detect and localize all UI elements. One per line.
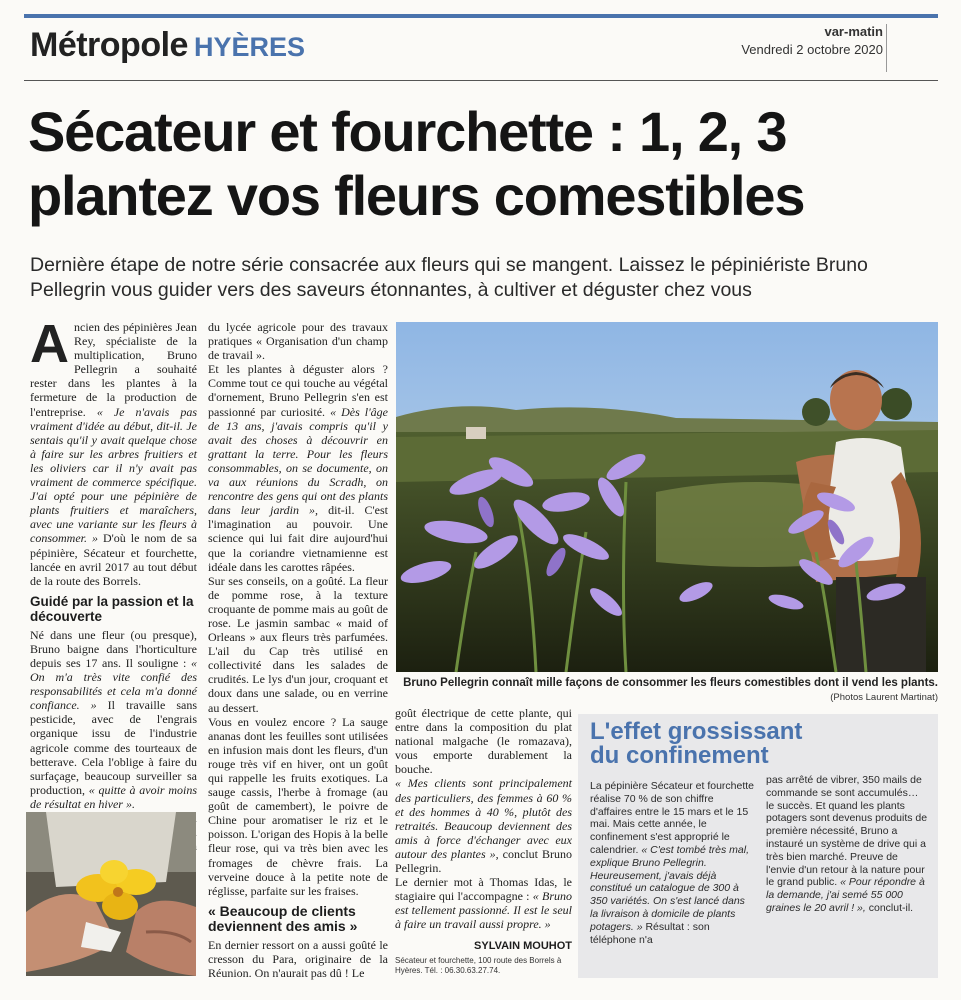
- paragraph: En dernier ressort on a aussi goûté le cresson du Para, originaire de la Réunion. On n'aurait pas dû ! Le: [208, 937, 388, 981]
- byline: SYLVAIN MOUHOT: [474, 940, 572, 952]
- business-address: Sécateur et fourchette, 100 route des Borrels à Hyères. Tél. : 06.30.63.27.74.: [395, 956, 562, 975]
- standfirst: Dernière étape de notre série consacrée aux fleurs qui se mangent. Laissez le pépiniériste Bruno Pellegrin vous guider vers des saveurs étonnantes, à cultiver et déguster chez vous: [30, 254, 868, 301]
- newspaper-name: var-matin: [824, 24, 883, 39]
- paragraph: Ancien des pépinières Jean Rey, spécialiste de la multiplication, Bruno Pellegrin a souhaité rester dans les plantes à la fermeture de la production de l'entreprise. « Je n'avais pas vraiment d'idée au début, dit-il. Je sentais qu'il y avait quelque chose à faire sur les arbres fruitiers et les oliviers car il n'y avait pas vraiment de commerce spécifique. J'ai opté pour une pépinière de plants fruitiers et maraîchers, avec une variante sur les fleurs à consommer. » D'où le nom de sa pépinière, Sécateur et fourchette, lancée en avril 2017 au tout début de la route des Borrels.: [30, 314, 198, 588]
- photo-credit: (Photos Laurent Martinat): [830, 692, 938, 703]
- sidebar-box: [578, 714, 938, 978]
- section-city: HYÈRES: [193, 32, 305, 62]
- headline-line-2: plantez vos fleurs comestibles: [28, 164, 805, 227]
- flower-hands-photo: [26, 812, 196, 976]
- article-column-2: [208, 320, 389, 981]
- headline-line-1: Sécateur et fourchette : 1, 2, 3: [28, 100, 787, 163]
- paragraph: du lycée agricole pour des travaux pratiques « Organisation d'un champ de travail ».: [208, 320, 388, 363]
- header-rule: [24, 80, 938, 81]
- masthead-info: [741, 24, 883, 57]
- box-title: L'effet grossissant du confinement: [590, 718, 803, 769]
- issue-date: Vendredi 2 octobre 2020: [741, 42, 883, 57]
- subheading: « Beaucoup de clients deviennent des amis »: [208, 902, 358, 934]
- article-column-1: [30, 314, 198, 811]
- headline: [28, 100, 938, 228]
- paragraph: Né dans une fleur (ou presque), Bruno baigne dans l'horticulture depuis ses 17 ans. Il souligne : « On m'a très vite confié des responsabilités et cela m'a donné confiance. » Il travaille sans pesticide, avec de l'engrais organique issu de l'industrie agricole comme des tourteaux de betterave. Cela l'oblige à faire du surfaçage, beaucoup surveiller sa production, « quitte à avoir moins de résultat en hiver ».: [30, 627, 197, 811]
- photo-caption: Bruno Pellegrin connaît mille façons de consommer les fleurs comestibles dont il vend les plants.: [403, 677, 938, 689]
- subheading: Guidé par la passion et la découverte: [30, 593, 194, 624]
- article-column-3: [395, 706, 572, 978]
- drop-cap: A: [30, 314, 69, 374]
- top-color-bar: [24, 14, 938, 18]
- paragraph: « Mes clients sont principalement des particuliers, des femmes à 60 % et des hommes à 40 %, plutôt des retraités. Beaucoup deviennent des amis à force d'échanger avec eux autour des plantes », conclut Bruno Pellegrin.: [395, 776, 572, 876]
- section-name: Métropole: [30, 26, 188, 64]
- box-column-1: La pépinière Sécateur et fourchette réalise 70 % de son chiffre d'affaires entre le 15 mars et le 15 mai. Mais cette année, le confinement s'est approprié le calendrier. « C'est tombé très mal, explique Bruno Pellegrin. Heureusement, j'avais déjà constitué un catalogue de 300 à 350 variétés. On s'est lancé dans la livraison à domicile de plants potagers. » Résultat : son téléphone n'a: [590, 780, 755, 946]
- box-column-2: pas arrêté de vibrer, 350 mails de commande se sont accumulés… le succès. Et quand les plants potagers sont devenus produits de première nécessité, Bruno a instauré un système de drive qui a très bien marché. Preuve de l'envie d'un retour à la nature pour le grand public. « Pour répondre à la demande, j'ai semé 55 000 graines le 20 avril ! », conclut-il.: [766, 774, 928, 914]
- main-photo: [396, 322, 938, 672]
- paragraph: Vous en voulez encore ? La sauge ananas dont les feuilles sont utilisées en infusion mais dont les fleurs, d'un rouge très vif en hiver, ont un goût qui rappelle les fruits exotiques. La sauge cassis, l'herbe à fromage (au goût de camembert), le poivre de Chine pour aromatiser le riz et le poisson. L'origan des Hopis à la belle fleur rose, qui va très bien avec les fromages de chèvre frais. La verveine douce à la petite note de réglisse, parfaite sur les fraises.: [208, 714, 388, 898]
- section-header: [30, 26, 305, 76]
- header-divider: [886, 24, 887, 72]
- paragraph: goût électrique de cette plante, qui entre dans la composition du plat national malgache (le romazava), vous emporte durablement la bouche.: [395, 706, 572, 777]
- paragraph: Et les plantes à déguster alors ? Comme tout ce qui touche au végétal d'ornement, Bruno Pellegrin s'en est passionné par curiosité. « Dès l'âge de 13 ans, j'avais compris qu'il y avait des choses à découvrir en grattant la terre. Pour les fleurs consommables, on se documente, on va aux réunions du Scradh, on rencontre des gens qui ont des plants dans leur jardin », dit-il. C'est l'imagination au pouvoir. Une science qui lui fait dire aujourd'hui que la coriandre vietnamienne est idéale dans les carottes râpées.: [208, 362, 389, 574]
- paragraph: Le dernier mot à Thomas Idas, le stagiaire qui l'accompagne : « Bruno est tellement passionné. Il est le seul à faire un travail aussi propre. »: [395, 875, 573, 932]
- paragraph: Sur ses conseils, on a goûté. La fleur de pomme rose, à la texture croquante de pomme mais au goût de rose. Le jasmin sambac « maid of Orleans » aux fleurs très parfumées. L'ail du Cap très utilisé en collectivité dans les salades de crudités. Le lys d'un jour, croquant et doux dans une salade, ou en verrine au dessert.: [208, 573, 388, 715]
